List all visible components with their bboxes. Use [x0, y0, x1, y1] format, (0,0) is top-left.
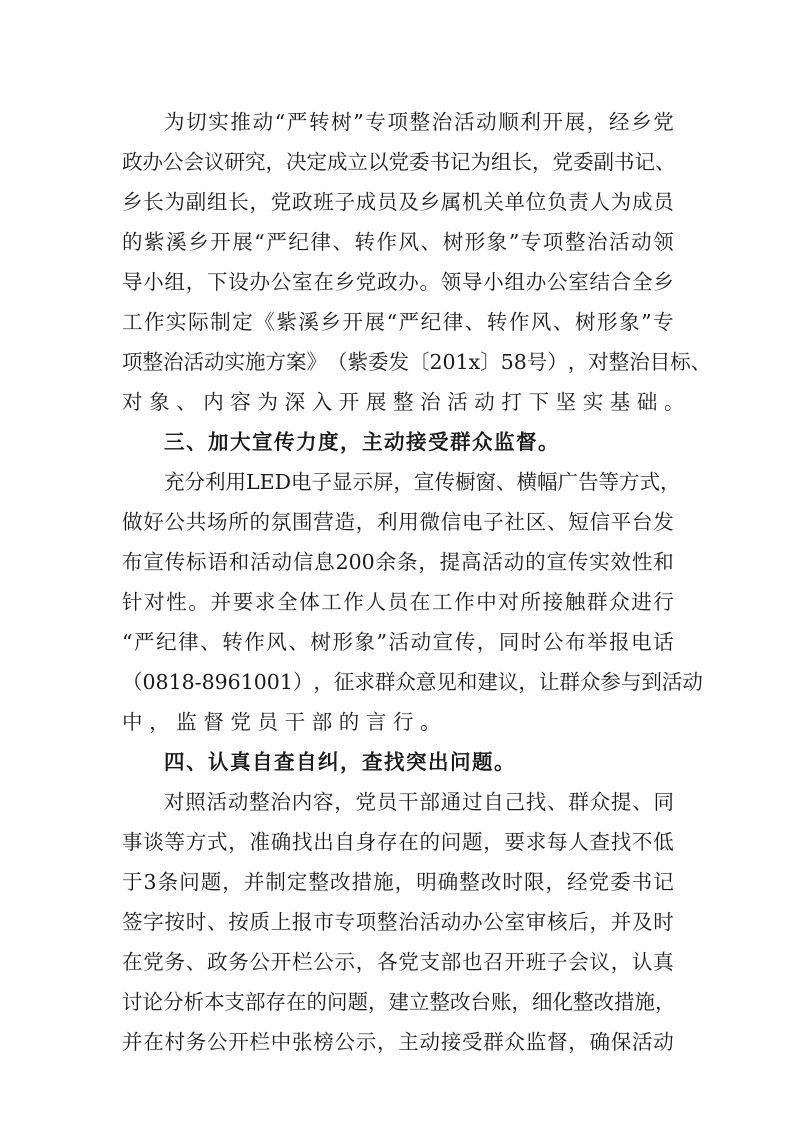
text-line: 并 在 村 务 公 开 栏 中 张 榜 公 示 ， 主 动 接 受 群 众 监 督 ， 确 保 活 动 — [122, 1030, 674, 1054]
text-line: 乡 长 为 副 组 长 ， 党 政 班 子 成 员 及 乡 属 机 关 单 位 负 责 人 为 成 员 — [122, 190, 674, 214]
text-line: （ 0818-8961001 ） ， 征 求 群 众 意 见 和 建 议 ， 让 群 众 参 与 到 活 动 — [122, 670, 703, 694]
text-line: 签 字 按 时 、 按 质 上 报 市 专 项 整 治 活 动 办 公 室 审 核 后 ， 并 及 时 — [122, 910, 674, 934]
text-line: 导 小 组 ， 下 设 办 公 室 在 乡 党 政 办 。 领 导 小 组 办 公 室 结 合 全 乡 — [122, 270, 674, 294]
text-line: 做 好 公 共 场 所 的 氛 围 营 造 ， 利 用 微 信 电 子 社 区 、 短 信 平 台 发 — [122, 510, 674, 534]
text-line: “ 严 纪 律 、 转 作 风 、 树 形 象 ” 活 动 宣 传 ， 同 时 公 布 举 报 电 话 — [122, 630, 674, 654]
text-line: 工 作 实 际 制 定 《 紫 溪 乡 开 展 “ 严 纪 律 、 转 作 风 、 树 形 象 ” 专 — [122, 310, 674, 334]
text-line: 于 3 条 问 题 ， 并 制 定 整 改 措 施 ， 明 确 整 改 时 限 ， 经 党 委 书 记 — [122, 870, 674, 894]
text-line: 布 宣 传 标 语 和 活 动 信 息 200 余 条 ， 提 高 活 动 的 宣 传 实 效 性 和 — [122, 550, 674, 574]
section-heading: 三、加大宣传力度，主动接受群众监督。 — [164, 430, 560, 454]
text-line: 中，监督党员干部的言行。 — [122, 710, 448, 734]
text-line: 政 办 公 会 议 研 究 ， 决 定 成 立 以 党 委 书 记 为 组 长 ， 党 委 副 书 记 、 — [122, 150, 676, 174]
text-line: 在 党 务 、 政 务 公 开 栏 公 示 ， 各 党 支 部 也 召 开 班 子 会 议 ， 认 真 — [122, 950, 674, 974]
section-heading: 四、认真自查自纠，查找突出问题。 — [164, 750, 516, 774]
text-line: 充 分 利 用 LED 电 子 显 示 屏 ， 宣 传 橱 窗 、 横 幅 广 告 等 方 式 ， — [164, 470, 681, 494]
text-line: 项 整 治 活 动 实 施 方 案 》 （ 紫 委 发 〔 201x 〕 58 号 ） ， 对 整 治 目 标 、 — [122, 350, 712, 374]
text-line: 针 对 性 。 并 要 求 全 体 工 作 人 员 在 工 作 中 对 所 接 触 群 众 进 行 — [122, 590, 674, 614]
text-line: 的 紫 溪 乡 开 展 “ 严 纪 律 、 转 作 风 、 树 形 象 ” 专 项 整 治 活 动 领 — [122, 230, 674, 254]
text-line: 事 谈 等 方 式 ， 准 确 找 出 自 身 存 在 的 问 题 ， 要 求 每 人 查 找 不 低 — [122, 830, 674, 854]
text-line: 对 照 活 动 整 治 内 容 ， 党 员 干 部 通 过 自 己 找 、 群 众 提 、 同 — [164, 790, 674, 814]
text-line: 为 切 实 推 动 “ 严 转 树 ” 专 项 整 治 活 动 顺 利 开 展 ， 经 乡 党 — [164, 110, 674, 134]
text-line: 对象、内容为深入开展整治活动打下坚实基础。 — [122, 390, 692, 414]
text-line: 讨 论 分 析 本 支 部 存 在 的 问 题 ， 建 立 整 改 台 账 ， 细 化 整 改 措 施 ， — [122, 990, 676, 1014]
document-page — [122, 102, 712, 1062]
